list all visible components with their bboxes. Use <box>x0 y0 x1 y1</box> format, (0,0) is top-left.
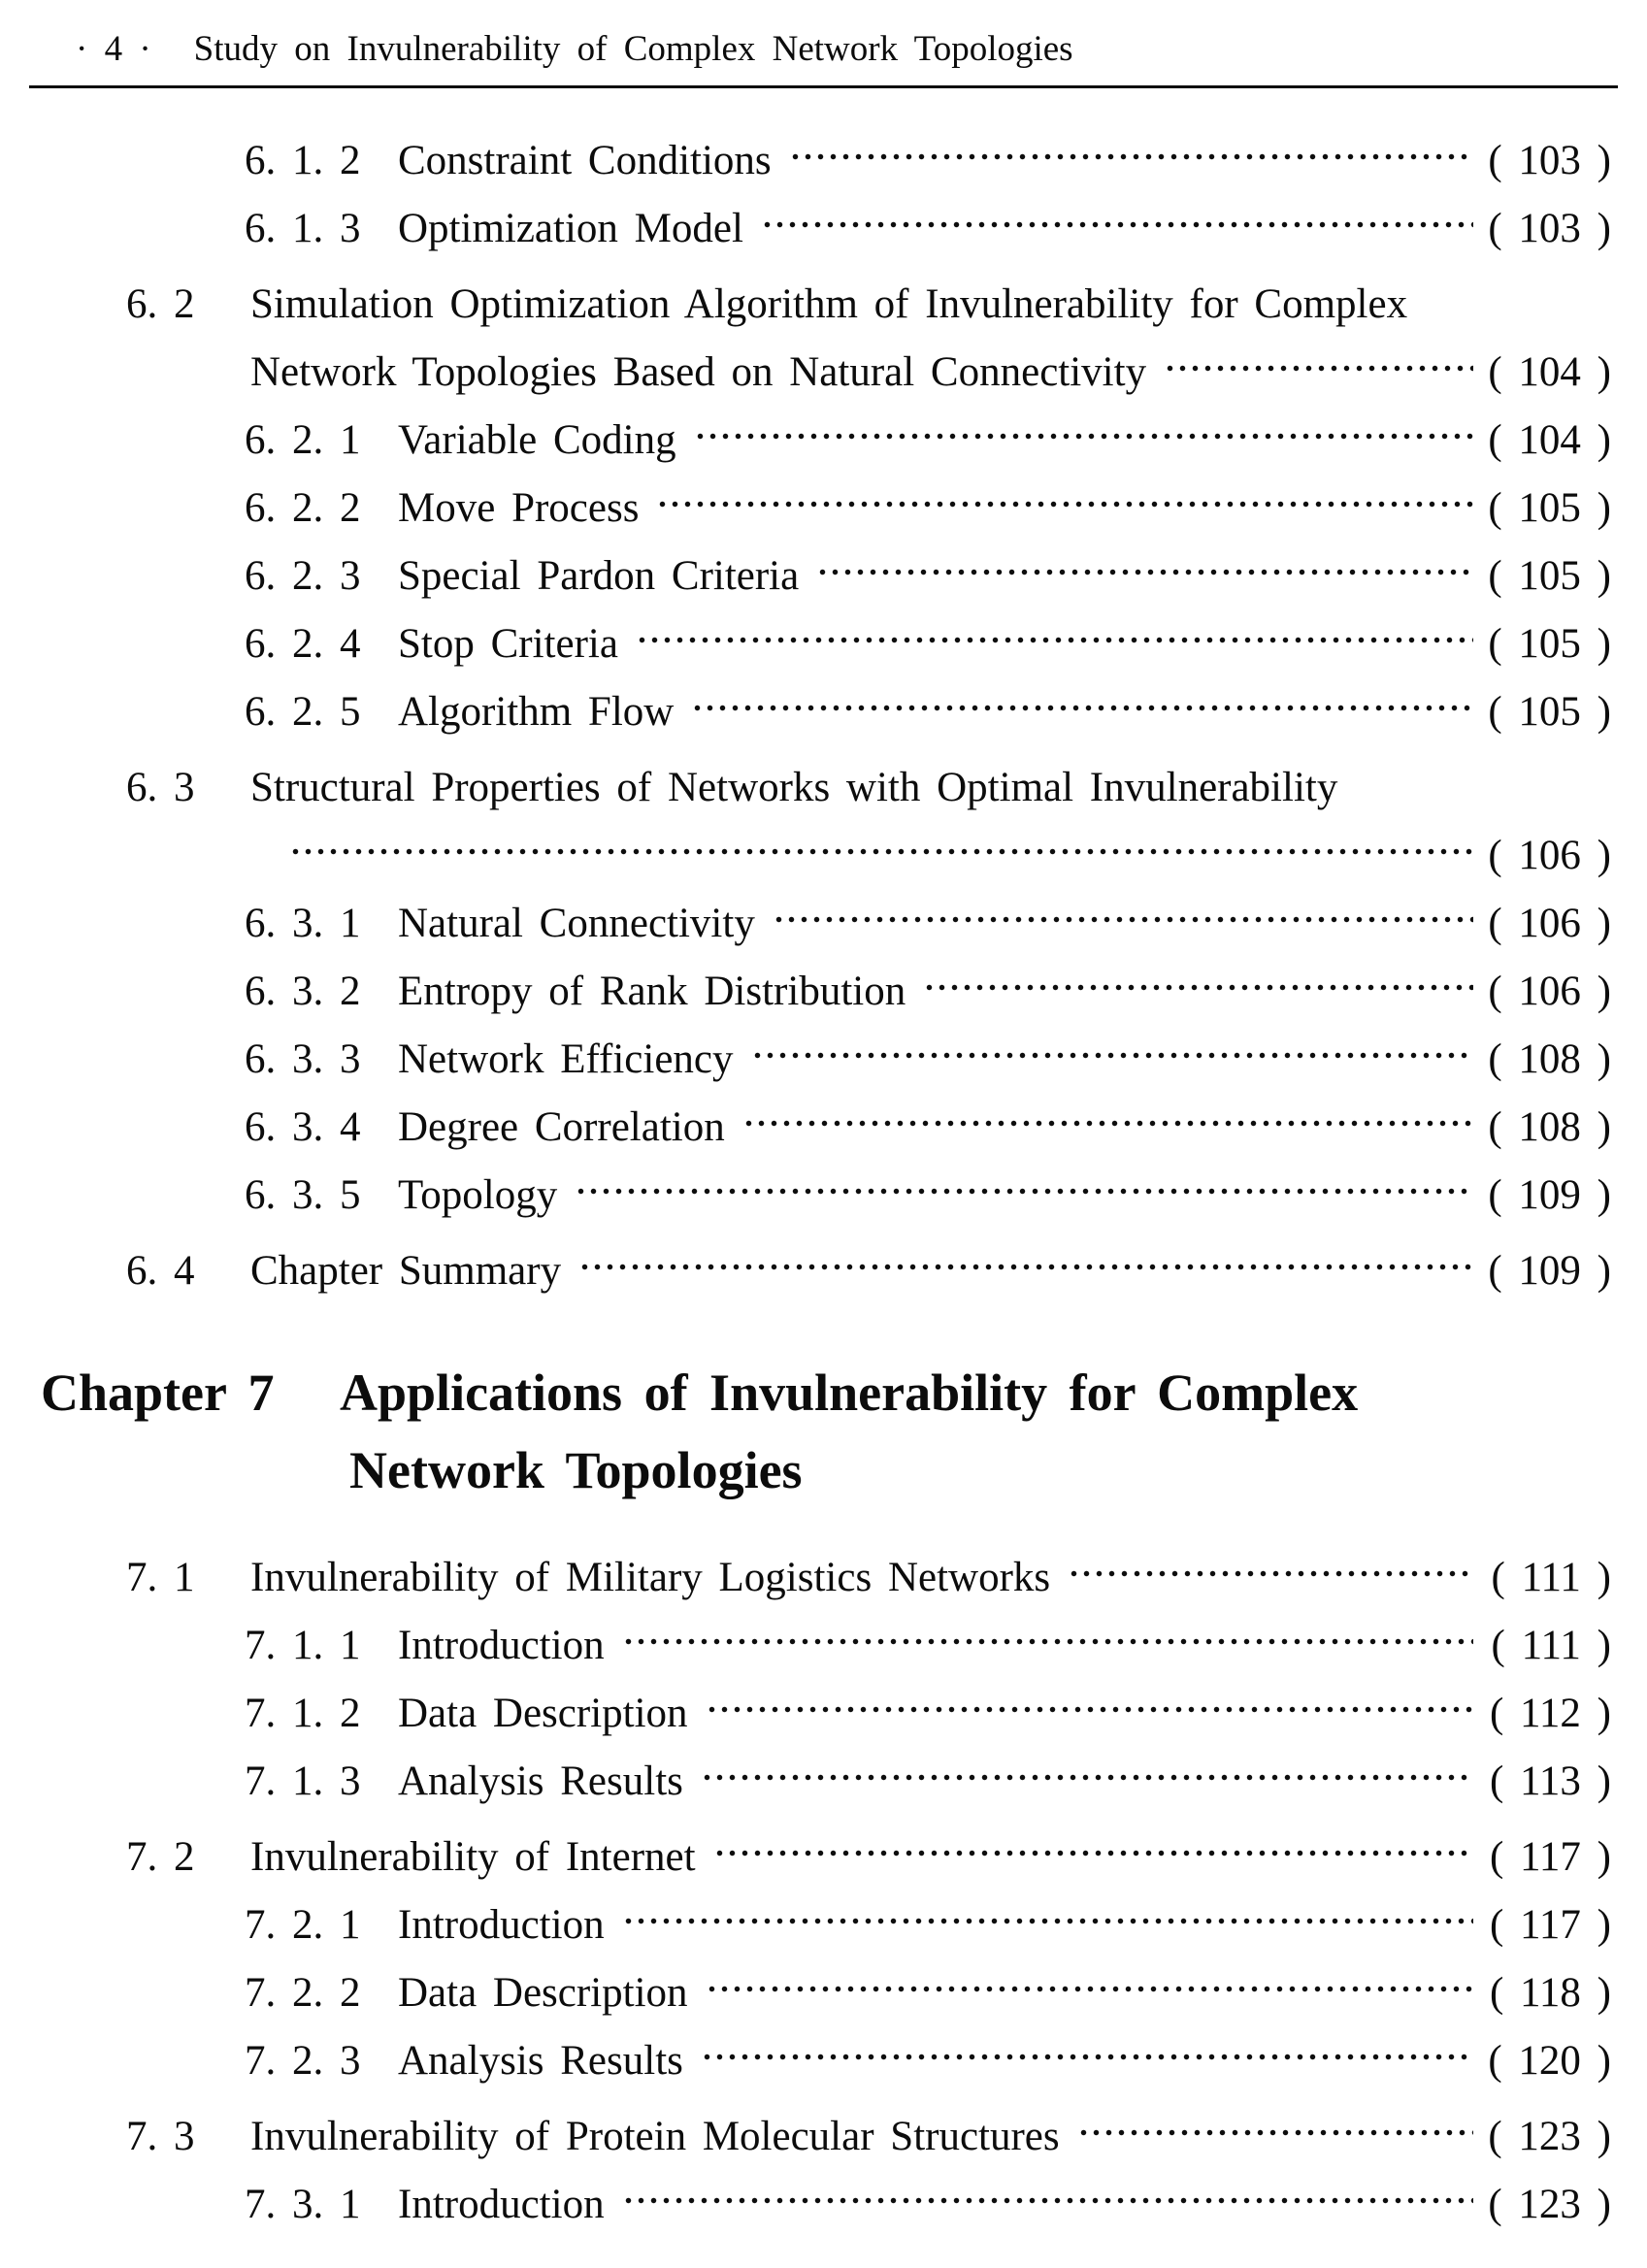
dot-leader <box>706 1959 1473 2027</box>
dot-leader <box>751 1026 1474 1094</box>
entry-page: ( 103 ) <box>1488 206 1611 251</box>
dot-leader <box>636 610 1473 678</box>
toc-entry <box>0 542 1647 610</box>
entry-number: 6. 2. 4 <box>245 621 361 667</box>
toc-entry <box>0 1237 1647 1305</box>
entry-page: ( 105 ) <box>1488 485 1611 531</box>
entry-title: Natural Connectivity <box>398 901 755 946</box>
toc-entry <box>0 1824 1647 1891</box>
entry-number: 7. 3. 1 <box>245 2182 361 2227</box>
entry-page: ( 112 ) <box>1489 1691 1611 1736</box>
entry-title: Optimization Model <box>398 206 743 251</box>
toc-entry <box>0 610 1647 678</box>
entry-number: 6. 3 <box>126 765 195 810</box>
entry-title: Network Efficiency <box>398 1036 734 1082</box>
entry-number: 7. 1 <box>126 1555 195 1600</box>
chapter-title: Applications of Invulnerability for Complex <box>340 1364 1359 1422</box>
entry-number: 6. 4 <box>126 1248 195 1294</box>
toc-entry <box>0 407 1647 475</box>
toc-chapter-heading <box>0 1354 1647 1431</box>
entry-title: Entropy of Rank Distribution <box>398 969 906 1014</box>
dot-leader <box>761 195 1473 263</box>
entry-page: ( 118 ) <box>1489 1970 1611 2016</box>
toc-entry <box>0 958 1647 1026</box>
dot-leader <box>289 822 1473 890</box>
dot-leader <box>656 475 1473 542</box>
dot-leader <box>578 1237 1473 1305</box>
dot-leader <box>1164 339 1473 407</box>
dot-leader <box>622 2171 1473 2239</box>
entry-page: ( 104 ) <box>1488 349 1611 395</box>
entry-title: Variable Coding <box>398 417 676 463</box>
toc-entry <box>0 2103 1647 2171</box>
entry-number: 6. 2. 5 <box>245 689 361 735</box>
dot-leader <box>773 890 1473 958</box>
entry-number: 7. 2. 3 <box>245 2038 361 2084</box>
entry-page: ( 104 ) <box>1488 417 1611 463</box>
dot-leader <box>701 2027 1473 2095</box>
toc-entry <box>0 822 1647 890</box>
entry-title: Introduction <box>398 1623 605 1668</box>
entry-title: Analysis Results <box>398 1759 683 1804</box>
dot-leader <box>575 1162 1473 1230</box>
dot-leader <box>701 1748 1473 1816</box>
toc-entry <box>0 1162 1647 1230</box>
dot-leader <box>706 1680 1473 1748</box>
entry-number: 6. 3. 2 <box>245 969 361 1014</box>
entry-page: ( 109 ) <box>1488 1172 1611 1218</box>
entry-page: ( 103 ) <box>1488 138 1611 183</box>
dot-leader <box>789 127 1473 195</box>
entry-page: ( 111 ) <box>1491 1623 1611 1668</box>
entry-title: Invulnerability of Internet <box>250 1834 696 1880</box>
entry-number: 6. 2 <box>126 281 195 327</box>
dot-leader <box>622 1891 1473 1959</box>
entry-number: 6. 1. 3 <box>245 206 361 251</box>
entry-page: ( 106 ) <box>1488 901 1611 946</box>
entry-title: Data Description <box>398 1691 688 1736</box>
entry-title: Network Topologies Based on Natural Connectivity <box>250 349 1147 395</box>
entry-number: 7. 1. 1 <box>245 1623 361 1668</box>
toc-list <box>0 88 1647 2239</box>
entry-page: ( 106 ) <box>1488 833 1611 878</box>
entry-title: Topology <box>398 1172 558 1218</box>
toc-entry <box>0 1544 1647 1612</box>
entry-title: Algorithm Flow <box>398 689 675 735</box>
entry-title: Invulnerability of Military Logistics Networks <box>250 1555 1051 1600</box>
toc-entry <box>0 475 1647 542</box>
entry-page: ( 106 ) <box>1488 969 1611 1014</box>
toc-entry <box>0 1959 1647 2027</box>
entry-page: ( 105 ) <box>1488 689 1611 735</box>
toc-entry <box>0 1891 1647 1959</box>
dot-leader <box>713 1824 1473 1891</box>
toc-entry <box>0 1094 1647 1162</box>
toc-entry <box>0 754 1647 822</box>
entry-number: 7. 2. 2 <box>245 1970 361 2016</box>
entry-page: ( 105 ) <box>1488 621 1611 667</box>
toc-entry <box>0 1680 1647 1748</box>
entry-title: Simulation Optimization Algorithm of Invulnerability for Complex <box>250 281 1408 327</box>
toc-entry <box>0 890 1647 958</box>
entry-title: Chapter Summary <box>250 1248 562 1294</box>
entry-number: 6. 3. 5 <box>245 1172 361 1218</box>
dot-leader <box>742 1094 1473 1162</box>
entry-number: 7. 2 <box>126 1834 195 1880</box>
dot-leader <box>1077 2103 1473 2171</box>
entry-page: ( 108 ) <box>1488 1036 1611 1082</box>
page-number-marker: · 4 · <box>76 29 151 69</box>
entry-number: 6. 3. 4 <box>245 1104 361 1150</box>
entry-number: 6. 3. 3 <box>245 1036 361 1082</box>
toc-entry <box>0 678 1647 746</box>
entry-title: Stop Criteria <box>398 621 618 667</box>
entry-page: ( 109 ) <box>1488 1248 1611 1294</box>
running-header <box>0 0 1647 72</box>
entry-title: Degree Correlation <box>398 1104 725 1150</box>
toc-entry <box>0 1026 1647 1094</box>
entry-page: ( 117 ) <box>1489 1902 1611 1948</box>
entry-number: 6. 2. 2 <box>245 485 361 531</box>
entry-page: ( 113 ) <box>1489 1759 1611 1804</box>
dot-leader <box>1068 1544 1473 1612</box>
dot-leader <box>923 958 1473 1026</box>
entry-number: 7. 1. 3 <box>245 1759 361 1804</box>
entry-page: ( 105 ) <box>1488 553 1611 599</box>
entry-title: Special Pardon Criteria <box>398 553 800 599</box>
entry-title: Move Process <box>398 485 640 531</box>
dot-leader <box>622 1612 1473 1680</box>
entry-title: Data Description <box>398 1970 688 2016</box>
dot-leader <box>816 542 1473 610</box>
toc-entry <box>0 1612 1647 1680</box>
entry-title: Structural Properties of Networks with Optimal Invulnerability <box>250 765 1338 810</box>
running-title: Study on Invulnerability of Complex Network Topologies <box>193 29 1073 69</box>
entry-page: ( 111 ) <box>1491 1555 1611 1600</box>
dot-leader <box>691 678 1473 746</box>
chapter-number: Chapter 7 <box>41 1364 275 1422</box>
entry-page: ( 117 ) <box>1489 1834 1611 1880</box>
dot-leader <box>694 407 1473 475</box>
toc-entry <box>0 2027 1647 2095</box>
entry-page: ( 123 ) <box>1488 2114 1611 2159</box>
entry-number: 7. 3 <box>126 2114 195 2159</box>
toc-entry <box>0 127 1647 195</box>
entry-title: Constraint Conditions <box>398 138 772 183</box>
entry-title: Invulnerability of Protein Molecular Structures <box>250 2114 1060 2159</box>
entry-number: 6. 3. 1 <box>245 901 361 946</box>
entry-page: ( 108 ) <box>1488 1104 1611 1150</box>
entry-number: 7. 1. 2 <box>245 1691 361 1736</box>
entry-page: ( 123 ) <box>1488 2182 1611 2227</box>
toc-chapter-heading-line2: Network Topologies <box>349 1441 803 1499</box>
entry-page: ( 120 ) <box>1488 2038 1611 2084</box>
entry-title: Introduction <box>398 1902 605 1948</box>
toc-entry <box>0 339 1647 407</box>
toc-entry <box>0 1748 1647 1816</box>
toc-entry <box>0 2171 1647 2239</box>
entry-number: 7. 2. 1 <box>245 1902 361 1948</box>
entry-number: 6. 1. 2 <box>245 138 361 183</box>
entry-title: Analysis Results <box>398 2038 683 2084</box>
toc-entry <box>0 195 1647 263</box>
entry-number: 6. 2. 1 <box>245 417 361 463</box>
entry-title: Introduction <box>398 2182 605 2227</box>
toc-entry <box>0 271 1647 339</box>
entry-number: 6. 2. 3 <box>245 553 361 599</box>
